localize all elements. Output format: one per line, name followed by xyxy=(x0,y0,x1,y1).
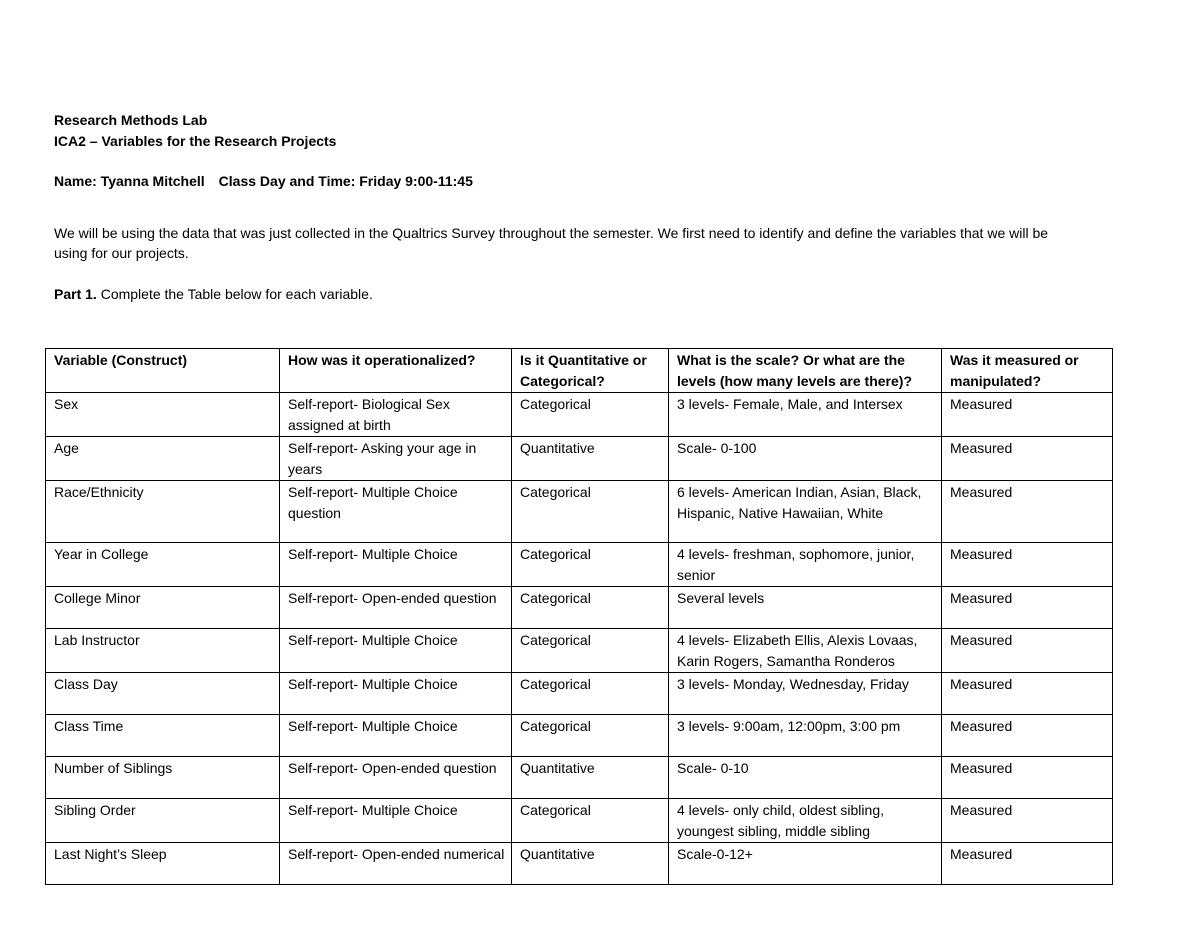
cell-type: Categorical xyxy=(512,673,669,715)
cell-measured: Measured xyxy=(942,481,1113,543)
cell-scale: 4 levels- freshman, sophomore, junior, senior xyxy=(669,543,942,587)
variables-table xyxy=(45,348,1113,885)
cell-scale: 4 levels- Elizabeth Ellis, Alexis Lovaas, Karin Rogers, Samantha Ronderos xyxy=(669,629,942,673)
cell-scale: 3 levels- 9:00am, 12:00pm, 3:00 pm xyxy=(669,715,942,757)
table-row xyxy=(46,437,1113,481)
header-operationalized: How was it operationalized? xyxy=(280,349,512,393)
cell-operationalized: Self-report- Multiple Choice xyxy=(280,673,512,715)
table-row xyxy=(46,715,1113,757)
cell-type: Quantitative xyxy=(512,843,669,885)
cell-measured: Measured xyxy=(942,843,1113,885)
cell-operationalized: Self-report- Asking your age in years xyxy=(280,437,512,481)
cell-scale: 3 levels- Monday, Wednesday, Friday xyxy=(669,673,942,715)
cell-variable: Class Time xyxy=(46,715,280,757)
cell-scale: Several levels xyxy=(669,587,942,629)
cell-type: Categorical xyxy=(512,629,669,673)
cell-scale: Scale-0-12+ xyxy=(669,843,942,885)
cell-variable: Sibling Order xyxy=(46,799,280,843)
cell-measured: Measured xyxy=(942,715,1113,757)
student-name: Name: Tyanna Mitchell xyxy=(54,173,205,189)
cell-operationalized: Self-report- Multiple Choice xyxy=(280,799,512,843)
cell-variable: Class Day xyxy=(46,673,280,715)
cell-type: Categorical xyxy=(512,393,669,437)
cell-type: Categorical xyxy=(512,715,669,757)
cell-type: Categorical xyxy=(512,543,669,587)
cell-operationalized: Self-report- Biological Sex assigned at birth xyxy=(280,393,512,437)
cell-operationalized: Self-report- Multiple Choice xyxy=(280,715,512,757)
cell-measured: Measured xyxy=(942,673,1113,715)
table-row xyxy=(46,673,1113,715)
course-title: Research Methods Lab xyxy=(54,112,208,128)
cell-operationalized: Self-report- Open-ended question xyxy=(280,757,512,799)
cell-type: Categorical xyxy=(512,481,669,543)
cell-type: Quantitative xyxy=(512,757,669,799)
header-type: Is it Quantitative or Categorical? xyxy=(512,349,669,393)
cell-measured: Measured xyxy=(942,799,1113,843)
cell-scale: 3 levels- Female, Male, and Intersex xyxy=(669,393,942,437)
cell-measured: Measured xyxy=(942,629,1113,673)
intro-paragraph: We will be using the data that was just collected in the Qualtrics Survey throughout the semester. We first need to identify and define the variables that we will be using for our projects. xyxy=(54,224,1049,261)
cell-scale: Scale- 0-100 xyxy=(669,437,942,481)
table-row xyxy=(46,843,1113,885)
cell-operationalized: Self-report- Open-ended numerical xyxy=(280,843,512,885)
cell-type: Categorical xyxy=(512,587,669,629)
cell-operationalized: Self-report- Multiple Choice question xyxy=(280,481,512,543)
document-page xyxy=(54,110,1124,304)
header-scale: What is the scale? Or what are the levels (how many levels are there)? xyxy=(669,349,942,393)
cell-variable: Number of Siblings xyxy=(46,757,280,799)
cell-variable: Year in College xyxy=(46,543,280,587)
table-row xyxy=(46,757,1113,799)
cell-variable: College Minor xyxy=(46,587,280,629)
header-variable: Variable (Construct) xyxy=(46,349,280,393)
table-row xyxy=(46,587,1113,629)
cell-variable: Lab Instructor xyxy=(46,629,280,673)
cell-measured: Measured xyxy=(942,543,1113,587)
cell-scale: 6 levels- American Indian, Asian, Black, Hispanic, Native Hawaiian, White xyxy=(669,481,942,543)
table-row xyxy=(46,543,1113,587)
cell-variable: Race/Ethnicity xyxy=(46,481,280,543)
table-row xyxy=(46,481,1113,543)
table-row xyxy=(46,393,1113,437)
class-day-time: Class Day and Time: Friday 9:00-11:45 xyxy=(218,173,473,189)
cell-operationalized: Self-report- Multiple Choice xyxy=(280,629,512,673)
table-row xyxy=(46,629,1113,673)
cell-operationalized: Self-report- Multiple Choice xyxy=(280,543,512,587)
name-line xyxy=(54,171,1124,192)
cell-measured: Measured xyxy=(942,587,1113,629)
cell-measured: Measured xyxy=(942,757,1113,799)
cell-variable: Last Night’s Sleep xyxy=(46,843,280,885)
part-instructions xyxy=(54,284,1124,305)
cell-scale: 4 levels- only child, oldest sibling, youngest sibling, middle sibling xyxy=(669,799,942,843)
part-text: Complete the Table below for each variable. xyxy=(96,285,373,302)
table-row xyxy=(46,799,1113,843)
cell-variable: Age xyxy=(46,437,280,481)
header-measured: Was it measured or manipulated? xyxy=(942,349,1113,393)
cell-type: Categorical xyxy=(512,799,669,843)
cell-variable: Sex xyxy=(46,393,280,437)
cell-scale: Scale- 0-10 xyxy=(669,757,942,799)
cell-operationalized: Self-report- Open-ended question xyxy=(280,587,512,629)
cell-measured: Measured xyxy=(942,437,1113,481)
cell-measured: Measured xyxy=(942,393,1113,437)
cell-type: Quantitative xyxy=(512,437,669,481)
part-label: Part 1. xyxy=(54,285,97,302)
assignment-title: ICA2 – Variables for the Research Projects xyxy=(54,132,337,149)
table-header-row xyxy=(46,349,1113,393)
